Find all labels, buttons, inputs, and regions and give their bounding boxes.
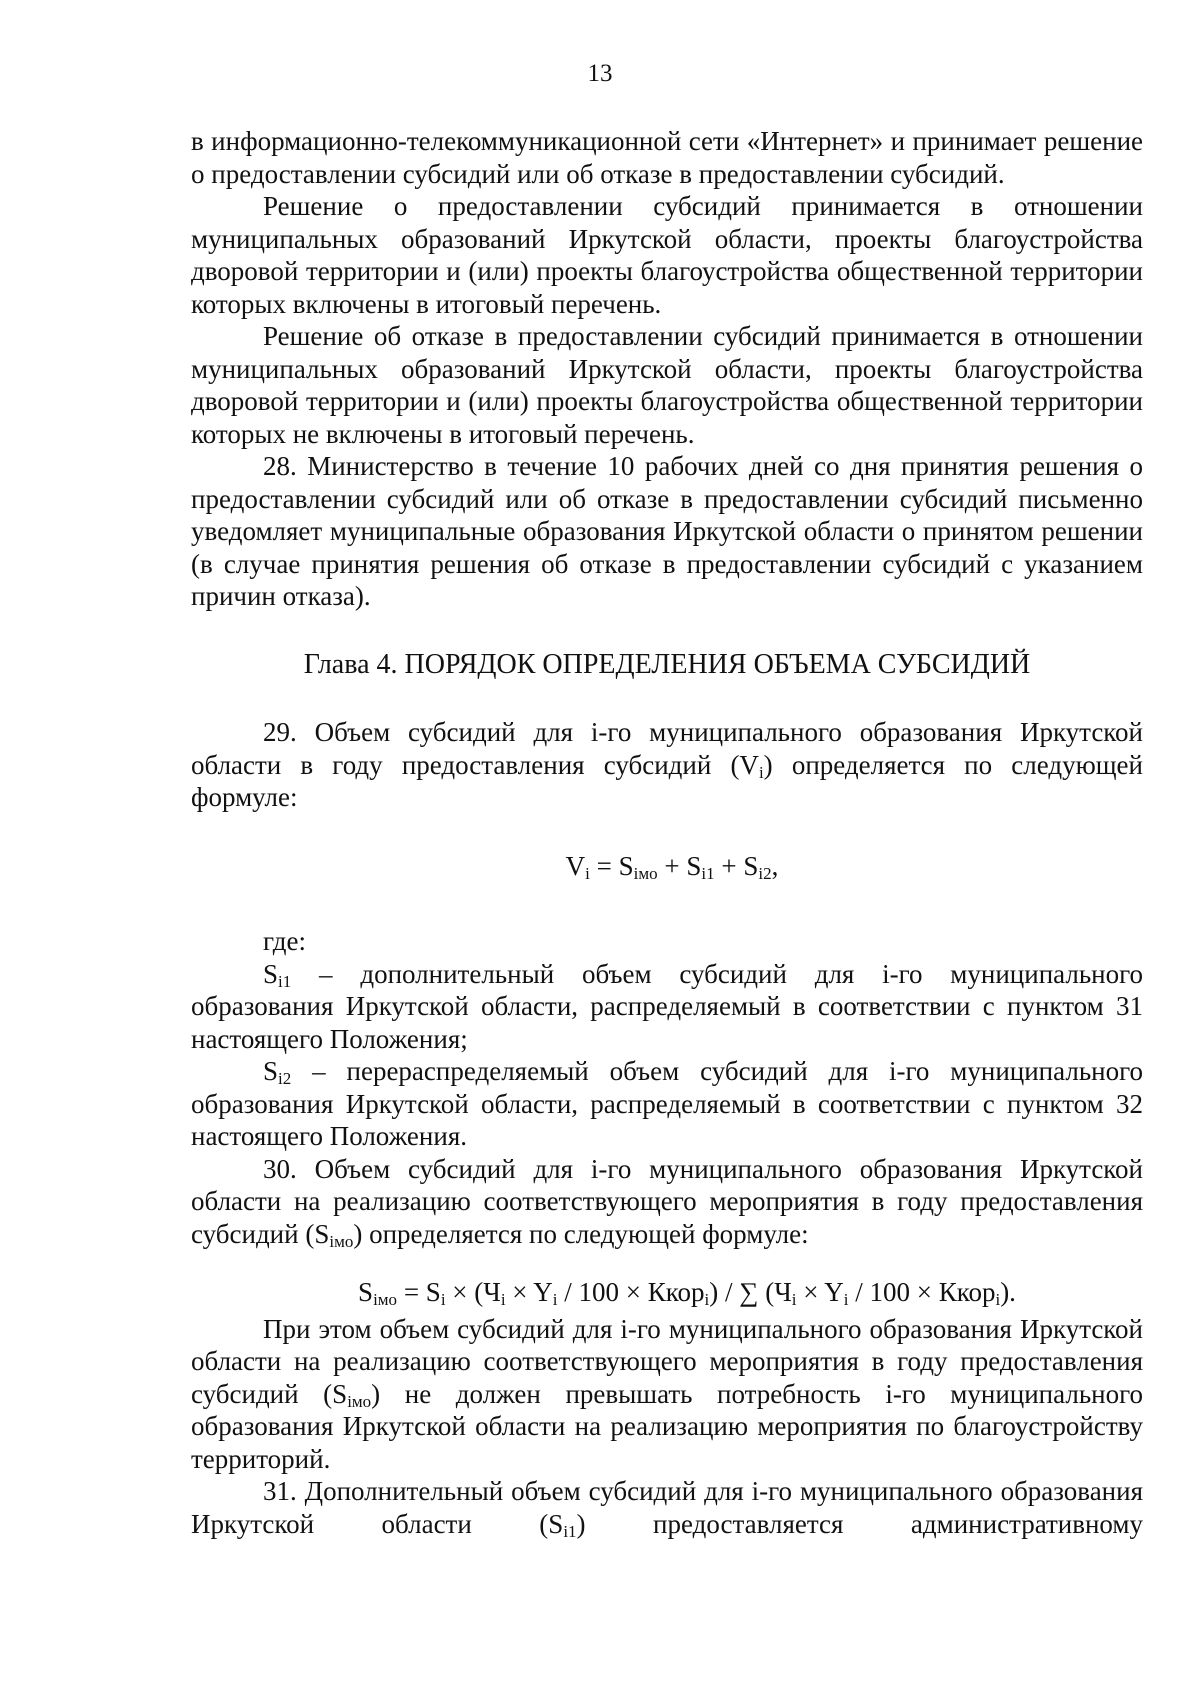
chapter-heading: Глава 4. ПОРЯДОК ОПРЕДЕЛЕНИЯ ОБЪЕМА СУБСИДИЙ	[303, 648, 1031, 680]
formula-simo-t3: × Y	[505, 1277, 553, 1307]
paragraph-28: 28. Министерство в течение 10 рабочих дней со дня принятия решения о предоставлении субсидий или об отказе в предоставлении субсидий письменно уведомляет муниципальные образования Иркутской области о принятом решении (в случае принятия решения об отказе в предоставлении субсидий с указанием причин отказа).	[191, 451, 1143, 611]
paragraph-29-text-a: 29. Объем субсидий для i-го муниципального образования Иркутской области в году предоставления субсидий (V	[191, 717, 1143, 780]
formula-vi-plus2: + S	[714, 850, 759, 881]
paragraph-2: Решение о предоставлении субсидий принимается в отношении муниципальных образований Иркутской области, проекты благоустройства дворовой территории и (или) проекты благоустройства общественной территории которых включены в итоговый перечень.	[191, 191, 1143, 319]
formula-simo-t1: = S	[397, 1277, 441, 1307]
formula-simo-lhs: S	[358, 1277, 374, 1307]
paragraph-31-text-a: 31. Дополнительный объем субсидий для i-го муниципального образования Иркутской области (S	[191, 1476, 1143, 1539]
definition-si2-text: – перераспределяемый объем субсидий для i-го муниципального образования Иркутской области, распределяемый в соответствии с пунктом 32 настоящего Положения.	[191, 1056, 1143, 1151]
definition-si1	[191, 958, 1143, 1056]
paragraph-29-text-b: ) определяется по следующей формуле:	[191, 749, 1143, 812]
paragraph-29	[191, 716, 1143, 814]
formula-vi-eq: = S	[589, 850, 634, 881]
paragraph-31	[191, 1475, 1143, 1540]
formula-vi-s2-sub: i1	[701, 863, 715, 883]
formula-simo-t4-sub: i	[704, 1290, 710, 1309]
formula-simo-t5-sub: i	[791, 1290, 797, 1309]
paragraph-30-text-b: ) определяется по следующей формуле:	[353, 1218, 809, 1249]
paragraph-note	[191, 1313, 1143, 1476]
formula-vi-end: ,	[771, 850, 779, 881]
formula-simo-lhs-sub: iмо	[373, 1290, 398, 1309]
formula-simo-t7-sub: i	[995, 1290, 1001, 1309]
paragraph-29-sub: i	[758, 762, 764, 782]
paragraph-note-text-b: ) не должен превышать потребность i-го муниципального образования Иркутской области на реализацию мероприятия по благоустройству территорий.	[191, 1378, 1143, 1474]
definition-si2	[191, 1055, 1143, 1153]
where-label: где:	[263, 926, 306, 956]
paragraph-3: Решение об отказе в предоставлении субсидий принимается в отношении муниципальных образований Иркутской области, проекты благоустройства дворовой территории и (или) проекты благоустройства общественной территории которых не включены в итоговый перечень.	[191, 321, 1143, 449]
formula-simo-t5: ) / ∑ (Ч	[709, 1277, 792, 1307]
definition-si2-sub: i2	[278, 1069, 292, 1088]
formula-simo-t6-sub: i	[843, 1290, 849, 1309]
formula-simo-t7: / 100 × Ккор	[848, 1277, 996, 1307]
formula-simo-t8: ).	[1000, 1277, 1016, 1307]
paragraph-30	[191, 1153, 1143, 1251]
formula-vi	[191, 850, 1143, 883]
formula-vi-v: V	[565, 850, 586, 881]
formula-simo-t2-sub: i	[500, 1290, 506, 1309]
formula-simo-t4: / 100 × Ккор	[557, 1277, 705, 1307]
document-body	[191, 125, 1143, 1540]
paragraph-note-text-a: При этом объем субсидий для i-го муниципального образования Иркутской области на реализацию соответствующего мероприятия в году предоставления субсидий (S	[191, 1313, 1143, 1409]
paragraph-note-sub: iмо	[347, 1391, 372, 1411]
formula-simo-t2: × (Ч	[445, 1277, 501, 1307]
definition-si1-s: S	[263, 958, 279, 989]
paragraph-31-text-b: ) предоставляется административному	[576, 1508, 1143, 1539]
formula-simo-t6: × Y	[796, 1277, 844, 1307]
formula-vi-s3-sub: i2	[758, 863, 772, 883]
formula-vi-v-sub: i	[585, 863, 590, 883]
definition-si2-s: S	[263, 1056, 279, 1086]
formula-simo-t3-sub: i	[552, 1290, 558, 1309]
paragraph-30-sub: iмо	[329, 1231, 354, 1251]
formula-vi-plus1: + S	[657, 850, 702, 881]
formula-vi-s1-sub: iмо	[633, 863, 658, 883]
paragraph-30-text-a: 30. Объем субсидий для i-го муниципального образования Иркутской области на реализацию соответствующего мероприятия в году предоставления субсидий (S	[191, 1153, 1143, 1249]
formula-simo-t1-sub: i	[440, 1290, 446, 1309]
paragraph-1: в информационно-телекоммуникационной сети «Интернет» и принимает решение о предоставлении субсидий или об отказе в предоставлении субсидий.	[191, 126, 1143, 189]
definition-si1-text: – дополнительный объем субсидий для i-го муниципального образования Иркутской области, распределяемый в соответствии с пунктом 31 настоящего Положения;	[191, 958, 1143, 1054]
page-number: 13	[587, 60, 613, 87]
definition-si1-sub: i1	[278, 971, 292, 991]
formula-simo	[191, 1276, 1143, 1309]
paragraph-31-sub: i1	[563, 1521, 577, 1541]
